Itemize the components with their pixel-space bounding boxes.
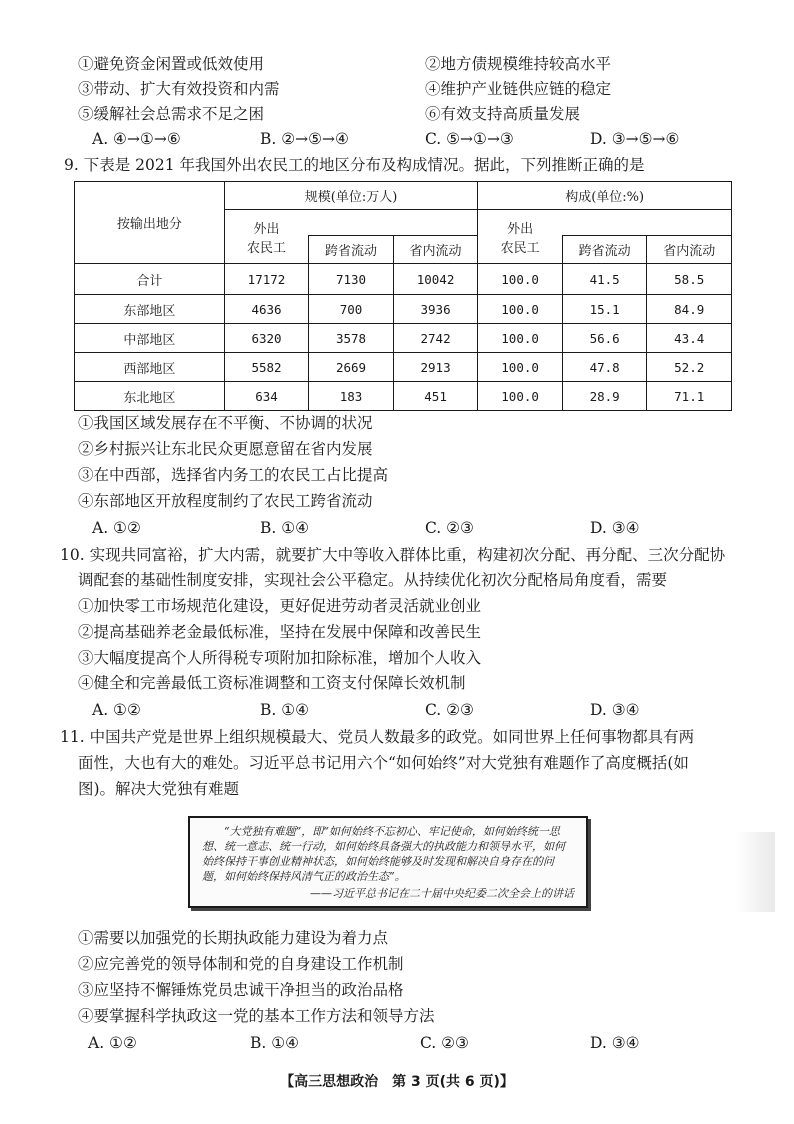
table-row [75,353,732,382]
q10-item-1: ①加快零工市场规范化建设，更好促进劳动者灵活就业创业 [78,597,482,615]
q10-stem-line2: 调配套的基础性制度安排，实现社会公平稳定。从持续优化初次分配格局角度看，需要 [78,571,668,589]
table-col-within-scale: 省内流动 [393,236,478,264]
table-col-within-composition: 省内流动 [647,236,732,264]
q8-option-a[interactable]: A. ④→①→⑥ [92,130,181,148]
table-row [75,324,732,353]
table-cell: 700 [309,295,394,324]
q9-option-a[interactable]: A. ①② [92,519,141,537]
q9-option-c[interactable]: C. ②③ [425,519,474,537]
table-cell: 52.2 [647,353,732,382]
table-cell-region: 中部地区 [75,324,225,353]
table-cell: 56.6 [562,324,647,353]
q11-quote-source: ——习近平总书记在二十届中央纪委二次全会上的讲话 [310,887,574,900]
table-group-scale: 规模(单位:万人) [224,182,478,210]
q8-item-4: ④维护产业链供应链的稳定 [425,80,612,98]
q10-option-d[interactable]: D. ③④ [590,701,640,719]
table-cell: 100.0 [478,264,563,295]
q8-option-d[interactable]: D. ③→⑤→⑥ [590,130,680,148]
table-cell: 41.5 [562,264,647,295]
q11-option-d[interactable]: D. ③④ [590,1034,640,1052]
page-footer: 【高三思想政治 第 3 页(共 6 页)】 [280,1074,514,1090]
q11-stem-line3: 图)。解决大党独有难题 [78,780,240,798]
q10-item-4: ④健全和完善最低工资标准调整和工资支付保障长效机制 [78,674,466,692]
q9-item-1: ①我国区域发展存在不平衡、不协调的状况 [78,414,373,432]
q11-stem-line2: 面性，大也有大的难处。习近平总书记用六个“如何始终”对大党独有难题作了高度概括(如 [78,754,689,772]
q9-item-2: ②乡村振兴让东北民众更愿意留在省内发展 [78,440,373,458]
table-row-header: 按输出地分 [75,182,225,264]
table-col-migrant-scale-line2: 农民工 [246,240,286,256]
q9-migrant-table [74,181,732,411]
q10-option-c[interactable]: C. ②③ [425,701,474,719]
q8-item-1: ①避免资金闲置或低效使用 [78,55,265,73]
q10-item-3: ③大幅度提高个人所得税专项附加扣除标准，增加个人收入 [78,649,482,667]
scan-shadow [735,832,775,912]
table-cell: 634 [224,382,309,411]
table-cell: 43.4 [647,324,732,353]
table-cell-region: 西部地区 [75,353,225,382]
table-cell: 71.1 [647,382,732,411]
table-cell: 17172 [224,264,309,295]
q8-item-3: ③带动、扩大有效投资和内需 [78,80,280,98]
table-cell: 84.9 [647,295,732,324]
q10-stem-line1: 10. 实现共同富裕，扩大内需，就要扩大中等收入群体比重，构建初次分配、再分配、三次分配协 [60,546,726,564]
table-cell: 47.8 [562,353,647,382]
table-cell: 15.1 [562,295,647,324]
table-cell: 7130 [309,264,394,295]
table-cell: 10042 [393,264,478,295]
table-cell: 4636 [224,295,309,324]
table-cell: 6320 [224,324,309,353]
q11-option-c[interactable]: C. ②③ [420,1034,469,1052]
table-row [75,295,732,324]
table-col-migrant-scale [224,210,309,264]
table-cell-region: 东北地区 [75,382,225,411]
table-col-migrant-composition [478,210,563,264]
q10-option-a[interactable]: A. ①② [92,701,141,719]
table-row [75,264,732,295]
table-cell: 2913 [393,353,478,382]
table-col-migrant-comp-line1: 外出 [507,221,534,237]
table-cell: 2742 [393,324,478,353]
q9-item-4: ④东部地区开放程度制约了农民工跨省流动 [78,492,373,510]
q8-item-6: ⑥有效支持高质量发展 [425,105,581,123]
table-cell: 183 [309,382,394,411]
table-cell: 3578 [309,324,394,353]
table-row [75,382,732,411]
q11-item-2: ②应完善党的领导体制和党的自身建设工作机制 [78,955,404,973]
q10-option-b[interactable]: B. ①④ [260,701,310,719]
q11-item-4: ④要掌握科学执政这一党的基本工作方法和领导方法 [78,1007,435,1025]
table-cell: 28.9 [562,382,647,411]
q11-quote-box [188,816,588,908]
table-cell-region: 东部地区 [75,295,225,324]
table-cell: 100.0 [478,295,563,324]
table-cell: 5582 [224,353,309,382]
q9-option-d[interactable]: D. ③④ [590,519,640,537]
q9-stem: 9. 下表是 2021 年我国外出农民工的地区分布及构成情况。据此，下列推断正确的是 [64,156,645,174]
q8-item-2: ②地方债规模维持较高水平 [425,55,612,73]
q11-item-3: ③应坚持不懈锤炼党员忠诚干净担当的政治品格 [78,981,404,999]
table-cell: 58.5 [647,264,732,295]
table-group-composition: 构成(单位:%) [478,182,732,210]
table-cell-region: 合计 [75,264,225,295]
q9-option-b[interactable]: B. ①④ [260,519,310,537]
table-cell: 100.0 [478,353,563,382]
q11-item-1: ①需要以加强党的长期执政能力建设为着力点 [78,929,389,947]
table-cell: 100.0 [478,324,563,353]
table-cell: 2669 [309,353,394,382]
q8-item-5: ⑤缓解社会总需求不足之困 [78,105,265,123]
q8-option-c[interactable]: C. ⑤→①→③ [425,130,514,148]
q11-option-b[interactable]: B. ①④ [250,1034,300,1052]
q11-option-a[interactable]: A. ①② [88,1034,137,1052]
table-col-cross-composition: 跨省流动 [562,236,647,264]
table-col-migrant-scale-line1: 外出 [253,221,280,237]
table-col-cross-scale: 跨省流动 [309,236,394,264]
q11-stem-line1: 11. 中国共产党是世界上组织规模最大、党员人数最多的政党。如同世界上任何事物都具有两 [60,728,695,746]
table-cell: 100.0 [478,382,563,411]
table-cell: 3936 [393,295,478,324]
q9-item-3: ③在中西部，选择省内务工的农民工占比提高 [78,466,389,484]
q10-item-2: ②提高基础养老金最低标准，坚持在发展中保障和改善民生 [78,623,482,641]
q11-quote-text: “大党独有难题”，即“如何始终不忘初心、牢记使命，如何始终统一思想、统一意志、统一行动，如何始终具备强大的执政能力和领导水平，如何始终保持干事创业精神状态，如何始终能够及时发现和解决自身存在的问题，如何始终保持风清气正的政治生态”。 [202,825,565,883]
q8-option-b[interactable]: B. ②→⑤→④ [260,130,349,148]
table-cell: 451 [393,382,478,411]
table-col-migrant-comp-line2: 农民工 [500,240,540,256]
